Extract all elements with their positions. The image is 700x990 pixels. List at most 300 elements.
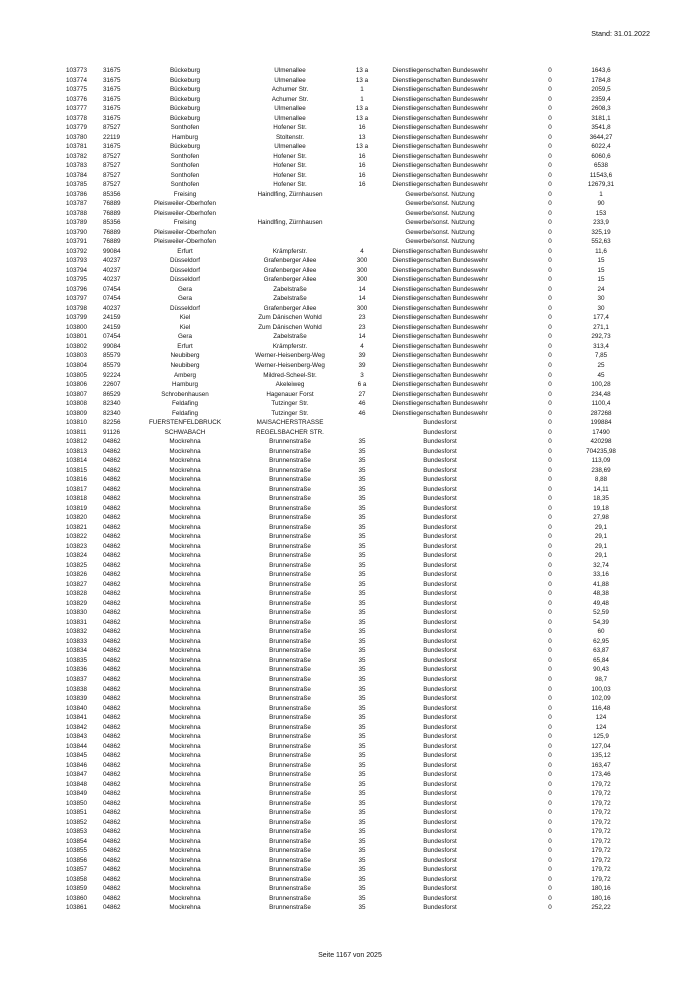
cell-wert: 0 [548, 894, 552, 902]
table-row [0, 351, 700, 361]
cell-flaeche: 179,72 [591, 856, 611, 864]
cell-plz: 04862 [103, 504, 121, 512]
table-row [0, 551, 700, 561]
cell-id: 103825 [66, 561, 88, 569]
cell-ort: Sonthofen [170, 124, 200, 132]
cell-nutzungsart: Bundesforst [423, 809, 457, 817]
cell-strasse: Brunnenstraße [269, 733, 311, 741]
cell-strasse: Brunnenstraße [269, 809, 311, 817]
cell-wert: 0 [548, 561, 552, 569]
table-row [0, 685, 700, 695]
cell-hausnummer: 35 [358, 637, 366, 645]
cell-flaeche: 8,88 [594, 476, 608, 484]
cell-wert: 0 [548, 904, 552, 912]
cell-flaeche: 163,47 [591, 761, 611, 769]
cell-id: 103805 [66, 371, 88, 379]
cell-hausnummer: 35 [358, 514, 366, 522]
cell-wert: 0 [548, 837, 552, 845]
cell-nutzungsart: Dienstliegenschaften Bundeswehr [392, 276, 488, 284]
cell-plz: 04862 [103, 685, 121, 693]
cell-flaeche: 124 [595, 723, 607, 731]
cell-wert: 0 [548, 771, 552, 779]
table-row [0, 894, 700, 904]
cell-plz: 04862 [103, 647, 121, 655]
cell-ort: Mockrehna [169, 552, 201, 560]
cell-ort: Mockrehna [169, 904, 201, 912]
cell-strasse: Brunnenstraße [269, 466, 311, 474]
cell-id: 103843 [66, 733, 88, 741]
cell-nutzungsart: Dienstliegenschaften Bundeswehr [392, 342, 488, 350]
table-row [0, 399, 700, 409]
cell-ort: Mockrehna [169, 818, 201, 826]
cell-strasse: Brunnenstraße [269, 533, 311, 541]
cell-nutzungsart: Dienstliegenschaften Bundeswehr [392, 133, 488, 141]
cell-ort: Düsseldorf [169, 304, 201, 312]
cell-flaeche: 32,74 [593, 561, 609, 569]
cell-strasse: Brunnenstraße [269, 590, 311, 598]
cell-nutzungsart: Dienstliegenschaften Bundeswehr [392, 171, 488, 179]
cell-wert: 0 [548, 219, 552, 227]
cell-flaeche: 49,48 [593, 599, 609, 607]
cell-id: 103849 [66, 790, 88, 798]
cell-flaeche: 179,72 [591, 780, 611, 788]
cell-id: 103828 [66, 590, 88, 598]
cell-id: 103821 [66, 523, 88, 531]
cell-ort: Mockrehna [169, 723, 201, 731]
cell-id: 103853 [66, 828, 88, 836]
cell-id: 103842 [66, 723, 88, 731]
cell-strasse: Brunnenstraße [269, 571, 311, 579]
cell-flaeche: 179,72 [591, 818, 611, 826]
cell-strasse: Hofener Str. [273, 152, 307, 160]
cell-nutzungsart: Bundesforst [423, 656, 457, 664]
cell-nutzungsart: Bundesforst [423, 723, 457, 731]
cell-ort: Sonthofen [170, 181, 200, 189]
cell-flaeche: 552,63 [591, 238, 611, 246]
cell-ort: Mockrehna [169, 466, 201, 474]
cell-wert: 0 [548, 86, 552, 94]
cell-flaeche: 41,88 [593, 580, 609, 588]
cell-nutzungsart: Bundesforst [423, 504, 457, 512]
cell-plz: 87527 [103, 152, 121, 160]
cell-plz: 04862 [103, 495, 121, 503]
cell-strasse: Brunnenstraße [269, 818, 311, 826]
table-row [0, 846, 700, 856]
cell-id: 103840 [66, 704, 88, 712]
cell-plz: 04862 [103, 542, 121, 550]
cell-wert: 0 [548, 190, 552, 198]
cell-wert: 0 [548, 856, 552, 864]
cell-wert: 0 [548, 409, 552, 417]
cell-strasse: Zum Dänischen Wohld [258, 314, 322, 322]
table-row [0, 742, 700, 752]
cell-wert: 0 [548, 504, 552, 512]
cell-nutzungsart: Dienstliegenschaften Bundeswehr [392, 67, 488, 74]
table-row [0, 723, 700, 733]
cell-ort: Mockrehna [169, 656, 201, 664]
cell-flaeche: 3644,27 [589, 133, 613, 141]
cell-nutzungsart: Bundesforst [423, 580, 457, 588]
cell-id: 103861 [66, 904, 88, 912]
cell-ort: Kiel [179, 314, 191, 322]
cell-ort: Gera [178, 333, 192, 341]
cell-wert: 0 [548, 885, 552, 893]
cell-ort: Mockrehna [169, 523, 201, 531]
cell-hausnummer: 35 [358, 742, 366, 750]
cell-plz: 04862 [103, 628, 121, 636]
table-row [0, 675, 700, 685]
cell-hausnummer: 13 a [355, 143, 369, 151]
cell-ort: Mockrehna [169, 637, 201, 645]
table-row [0, 275, 700, 285]
cell-ort: Mockrehna [169, 457, 201, 465]
table-row [0, 380, 700, 390]
cell-hausnummer: 1 [360, 86, 364, 94]
cell-wert: 0 [548, 733, 552, 741]
cell-strasse: Hagenauer Forst [266, 390, 314, 398]
cell-plz: 40237 [103, 266, 121, 274]
cell-strasse: Brunnenstraße [269, 723, 311, 731]
cell-hausnummer: 27 [358, 390, 366, 398]
cell-strasse: Grafenberger Allee [263, 266, 317, 274]
cell-ort: Mockrehna [169, 476, 201, 484]
table-row [0, 266, 700, 276]
cell-strasse: Brunnenstraße [269, 799, 311, 807]
cell-wert: 0 [548, 618, 552, 626]
cell-strasse: Brunnenstraße [269, 476, 311, 484]
cell-flaeche: 153 [595, 209, 607, 217]
cell-hausnummer: 46 [358, 409, 366, 417]
cell-nutzungsart: Dienstliegenschaften Bundeswehr [392, 162, 488, 170]
cell-strasse: Werner-Heisenberg-Weg [255, 361, 325, 369]
cell-strasse: Werner-Heisenberg-Weg [255, 352, 325, 360]
cell-hausnummer: 6 a [357, 381, 367, 389]
cell-hausnummer: 35 [358, 714, 366, 722]
cell-ort: Pleisweiler-Oberhofen [154, 209, 216, 217]
cell-nutzungsart: Dienstliegenschaften Bundeswehr [392, 247, 488, 255]
cell-hausnummer: 4 [360, 247, 364, 255]
table-row [0, 561, 700, 571]
cell-flaeche: 30 [597, 304, 605, 312]
cell-flaeche: 30 [597, 295, 605, 303]
cell-strasse: Hofener Str. [273, 171, 307, 179]
cell-hausnummer: 35 [358, 875, 366, 883]
cell-plz: 82340 [103, 409, 121, 417]
cell-id: 103835 [66, 656, 88, 664]
cell-strasse: Brunnenstraße [269, 904, 311, 912]
table-row [0, 818, 700, 828]
cell-plz: 87527 [103, 124, 121, 132]
cell-id: 103797 [66, 295, 88, 303]
cell-hausnummer: 35 [358, 590, 366, 598]
cell-ort: Bückeburg [169, 76, 201, 84]
cell-hausnummer: 35 [358, 885, 366, 893]
cell-wert: 0 [548, 704, 552, 712]
cell-strasse: Brunnenstraße [269, 599, 311, 607]
table-row [0, 856, 700, 866]
cell-strasse: Brunnenstraße [269, 894, 311, 902]
cell-id: 103773 [66, 67, 88, 74]
cell-flaeche: 27,98 [593, 514, 609, 522]
table-row [0, 361, 700, 371]
cell-hausnummer: 35 [358, 856, 366, 864]
cell-nutzungsart: Dienstliegenschaften Bundeswehr [392, 361, 488, 369]
cell-plz: 04862 [103, 466, 121, 474]
table-row [0, 618, 700, 628]
cell-flaeche: 63,87 [593, 647, 609, 655]
cell-nutzungsart: Dienstliegenschaften Bundeswehr [392, 124, 488, 132]
cell-strasse: Brunnenstraße [269, 514, 311, 522]
cell-hausnummer: 16 [358, 124, 366, 132]
cell-hausnummer: 35 [358, 628, 366, 636]
cell-hausnummer: 35 [358, 828, 366, 836]
property-table [0, 66, 700, 913]
cell-strasse: Brunnenstraße [269, 837, 311, 845]
cell-ort: Mockrehna [169, 533, 201, 541]
cell-strasse: Brunnenstraße [269, 485, 311, 493]
cell-ort: Mockrehna [169, 666, 201, 674]
cell-nutzungsart: Dienstliegenschaften Bundeswehr [392, 181, 488, 189]
cell-strasse: Krämpferstr. [272, 247, 308, 255]
cell-strasse: Brunnenstraße [269, 561, 311, 569]
cell-plz: 24159 [103, 314, 121, 322]
table-row [0, 304, 700, 314]
cell-wert: 0 [548, 818, 552, 826]
cell-wert: 0 [548, 542, 552, 550]
cell-ort: Mockrehna [169, 809, 201, 817]
cell-wert: 0 [548, 361, 552, 369]
cell-ort: FUERSTENFELDBRUCK [148, 419, 222, 427]
table-row [0, 76, 700, 86]
cell-strasse: Brunnenstraße [269, 523, 311, 531]
cell-nutzungsart: Bundesforst [423, 523, 457, 531]
cell-nutzungsart: Dienstliegenschaften Bundeswehr [392, 114, 488, 122]
cell-flaeche: 233,9 [593, 219, 609, 227]
cell-nutzungsart: Dienstliegenschaften Bundeswehr [392, 152, 488, 160]
cell-id: 103846 [66, 761, 88, 769]
cell-plz: 04862 [103, 723, 121, 731]
cell-id: 103778 [66, 114, 88, 122]
cell-plz: 04862 [103, 533, 121, 541]
table-row [0, 237, 700, 247]
cell-strasse: Brunnenstraße [269, 742, 311, 750]
cell-wert: 0 [548, 723, 552, 731]
cell-wert: 0 [548, 447, 552, 455]
cell-wert: 0 [548, 647, 552, 655]
cell-ort: Mockrehna [169, 447, 201, 455]
cell-ort: Feldafing [172, 400, 198, 408]
cell-strasse: Stoltenstr. [275, 133, 304, 141]
cell-plz: 04862 [103, 799, 121, 807]
cell-flaeche: 124 [595, 714, 607, 722]
cell-id: 103787 [66, 200, 88, 208]
cell-plz: 04862 [103, 590, 121, 598]
cell-nutzungsart: Gewerbe/sonst. Nutzung [405, 200, 475, 208]
cell-ort: Mockrehna [169, 885, 201, 893]
page-number: Seite 1167 von 2025 [318, 952, 382, 959]
cell-nutzungsart: Dienstliegenschaften Bundeswehr [392, 105, 488, 113]
cell-wert: 0 [548, 323, 552, 331]
cell-nutzungsart: Bundesforst [423, 428, 457, 436]
cell-id: 103831 [66, 618, 88, 626]
cell-flaeche: 1100,4 [591, 400, 611, 408]
cell-ort: Mockrehna [169, 837, 201, 845]
cell-plz: 22607 [103, 381, 121, 389]
cell-ort: Mockrehna [169, 828, 201, 836]
cell-wert: 0 [548, 847, 552, 855]
cell-wert: 0 [548, 76, 552, 84]
cell-id: 103776 [66, 95, 88, 103]
cell-plz: 04862 [103, 885, 121, 893]
cell-strasse: Krämpferstr. [272, 342, 308, 350]
cell-wert: 0 [548, 571, 552, 579]
cell-id: 103782 [66, 152, 88, 160]
cell-plz: 82256 [103, 419, 121, 427]
cell-ort: Neubiberg [170, 361, 200, 369]
cell-hausnummer: 35 [358, 780, 366, 788]
cell-flaeche: 90,43 [593, 666, 609, 674]
cell-ort: Mockrehna [169, 894, 201, 902]
cell-id: 103793 [66, 257, 88, 265]
cell-hausnummer: 35 [358, 704, 366, 712]
cell-hausnummer: 35 [358, 771, 366, 779]
cell-strasse: Brunnenstraße [269, 447, 311, 455]
table-row [0, 342, 700, 352]
cell-ort: Mockrehna [169, 514, 201, 522]
cell-plz: 31675 [103, 86, 121, 94]
cell-hausnummer: 35 [358, 533, 366, 541]
cell-wert: 0 [548, 514, 552, 522]
cell-strasse: Brunnenstraße [269, 609, 311, 617]
cell-strasse: Brunnenstraße [269, 714, 311, 722]
cell-nutzungsart: Bundesforst [423, 866, 457, 874]
cell-wert: 0 [548, 599, 552, 607]
cell-nutzungsart: Bundesforst [423, 447, 457, 455]
cell-wert: 0 [548, 228, 552, 236]
cell-plz: 04862 [103, 457, 121, 465]
cell-id: 103786 [66, 190, 88, 198]
cell-strasse: Brunnenstraße [269, 438, 311, 446]
cell-flaeche: 19,18 [593, 504, 609, 512]
table-row [0, 513, 700, 523]
table-row [0, 646, 700, 656]
cell-plz: 07454 [103, 285, 121, 293]
table-row [0, 780, 700, 790]
cell-id: 103779 [66, 124, 88, 132]
cell-flaeche: 25 [597, 361, 605, 369]
cell-flaeche: 2359,4 [591, 95, 611, 103]
cell-nutzungsart: Bundesforst [423, 885, 457, 893]
cell-hausnummer: 35 [358, 457, 366, 465]
cell-hausnummer: 23 [358, 314, 366, 322]
cell-strasse: Brunnenstraße [269, 504, 311, 512]
cell-id: 103836 [66, 666, 88, 674]
cell-flaeche: 113,09 [591, 457, 611, 465]
cell-id: 103781 [66, 143, 88, 151]
cell-ort: Düsseldorf [169, 257, 201, 265]
table-row [0, 114, 700, 124]
cell-flaeche: 179,72 [591, 790, 611, 798]
cell-nutzungsart: Bundesforst [423, 542, 457, 550]
cell-wert: 0 [548, 257, 552, 265]
cell-flaeche: 1784,8 [591, 76, 611, 84]
cell-nutzungsart: Gewerbe/sonst. Nutzung [405, 209, 475, 217]
cell-id: 103819 [66, 504, 88, 512]
cell-wert: 0 [548, 352, 552, 360]
cell-id: 103799 [66, 314, 88, 322]
cell-ort: Hamburg [172, 381, 198, 389]
cell-ort: Sonthofen [170, 152, 200, 160]
table-row [0, 152, 700, 162]
cell-plz: 04862 [103, 875, 121, 883]
cell-nutzungsart: Dienstliegenschaften Bundeswehr [392, 314, 488, 322]
cell-nutzungsart: Bundesforst [423, 780, 457, 788]
cell-id: 103854 [66, 837, 88, 845]
cell-wert: 0 [548, 95, 552, 103]
cell-plz: 04862 [103, 571, 121, 579]
cell-ort: Gera [178, 295, 192, 303]
cell-wert: 0 [548, 419, 552, 427]
cell-nutzungsart: Dienstliegenschaften Bundeswehr [392, 266, 488, 274]
cell-flaeche: 180,16 [591, 885, 611, 893]
cell-hausnummer: 39 [358, 352, 366, 360]
cell-plz: 04862 [103, 514, 121, 522]
cell-flaeche: 29,1 [594, 542, 608, 550]
table-row [0, 751, 700, 761]
cell-hausnummer: 13 [358, 133, 366, 141]
cell-plz: 04862 [103, 656, 121, 664]
table-row [0, 66, 700, 76]
cell-nutzungsart: Dienstliegenschaften Bundeswehr [392, 409, 488, 417]
cell-wert: 0 [548, 247, 552, 255]
cell-strasse: Ulmenallee [274, 67, 306, 74]
cell-wert: 0 [548, 438, 552, 446]
cell-ort: Kiel [179, 323, 191, 331]
cell-ort: Mockrehna [169, 495, 201, 503]
cell-flaeche: 14,11 [593, 485, 609, 493]
cell-id: 103850 [66, 799, 88, 807]
cell-id: 103801 [66, 333, 88, 341]
cell-plz: 04862 [103, 476, 121, 484]
cell-plz: 04862 [103, 447, 121, 455]
cell-hausnummer: 35 [358, 866, 366, 874]
cell-ort: Mockrehna [169, 856, 201, 864]
cell-strasse: Brunnenstraße [269, 637, 311, 645]
cell-ort: Bückeburg [169, 114, 201, 122]
cell-hausnummer: 300 [356, 276, 368, 284]
cell-nutzungsart: Bundesforst [423, 676, 457, 683]
cell-ort: Mockrehna [169, 847, 201, 855]
cell-wert: 0 [548, 304, 552, 312]
cell-strasse: Brunnenstraße [269, 885, 311, 893]
table-row [0, 428, 700, 438]
table-row [0, 865, 700, 875]
table-row [0, 466, 700, 476]
cell-plz: 31675 [103, 114, 121, 122]
cell-ort: Mockrehna [169, 580, 201, 588]
cell-wert: 0 [548, 714, 552, 722]
cell-plz: 76889 [103, 228, 121, 236]
cell-plz: 04862 [103, 599, 121, 607]
cell-ort: Sonthofen [170, 162, 200, 170]
cell-wert: 0 [548, 162, 552, 170]
cell-strasse: Ulmenallee [274, 76, 306, 84]
cell-id: 103820 [66, 514, 88, 522]
cell-plz: 04862 [103, 676, 121, 683]
cell-id: 103817 [66, 485, 88, 493]
cell-hausnummer: 35 [358, 504, 366, 512]
cell-nutzungsart: Bundesforst [423, 533, 457, 541]
